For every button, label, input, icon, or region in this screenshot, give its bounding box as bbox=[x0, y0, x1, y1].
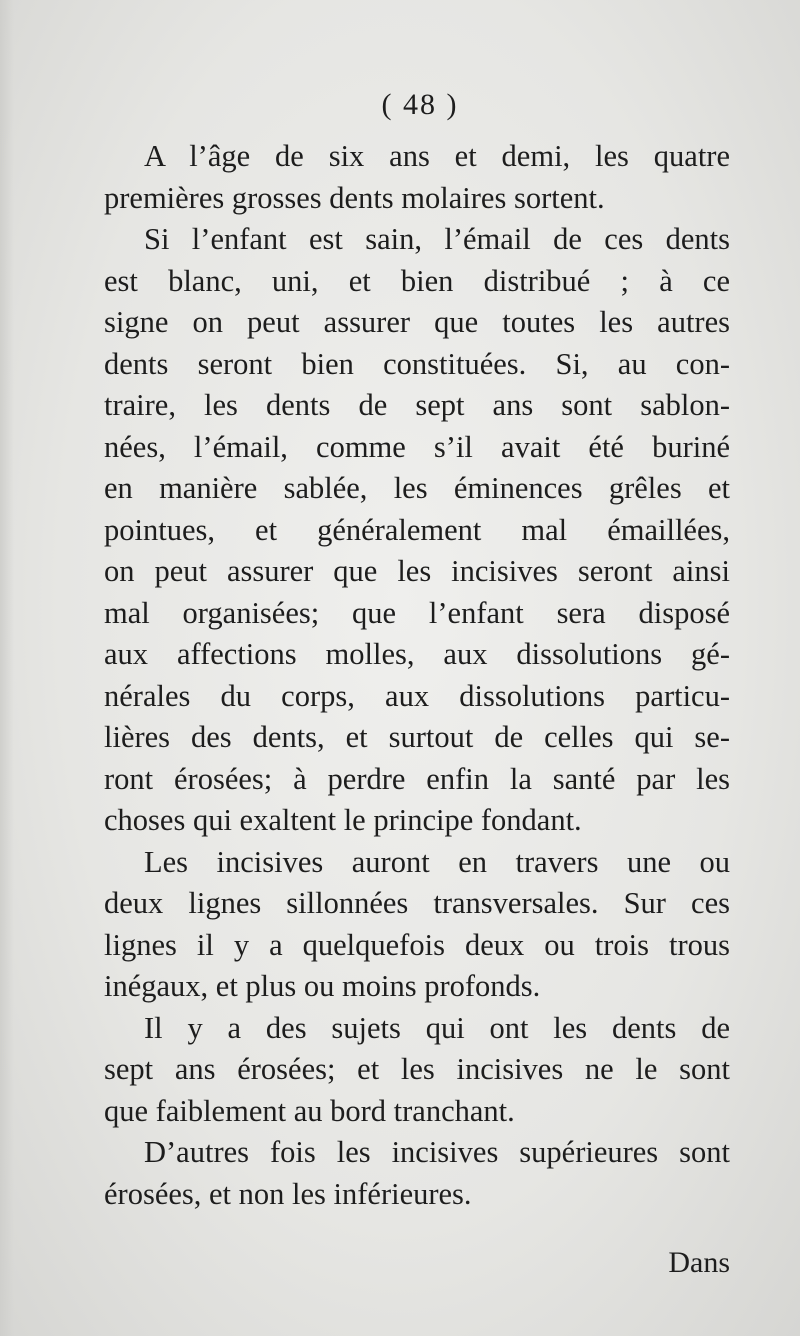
text-line: premières grosses dents molaires sortent. bbox=[104, 180, 605, 215]
body-text bbox=[104, 136, 730, 1215]
text-line: nérales du corps, aux dissolutions particu- bbox=[104, 678, 730, 713]
text-line: lières des dents, et surtout de celles qui se- bbox=[104, 720, 730, 754]
text-line: Si l’enfant est sain, l’émail de ces dents bbox=[144, 222, 730, 256]
text-line: on peut assurer que les incisives seront ainsi bbox=[104, 554, 730, 588]
text-line: Les incisives auront en travers une ou bbox=[144, 844, 730, 879]
text-line: en manière sablée, les éminences grêles et bbox=[104, 471, 730, 505]
text-line: choses qui exaltent le principe fondant. bbox=[104, 803, 582, 837]
text-line: nées, l’émail, comme s’il avait été buriné bbox=[104, 429, 730, 464]
text-line: est blanc, uni, et bien distribué ; à ce bbox=[104, 263, 730, 298]
text-line: D’autres fois les incisives supérieures sont bbox=[144, 1135, 730, 1169]
page-edge-shadow bbox=[0, 0, 14, 1336]
text-line: lignes il y a quelquefois deux ou trois trous bbox=[104, 927, 730, 962]
text-line: signe on peut assurer que toutes les autres bbox=[104, 305, 730, 339]
text-line: A l’âge de six ans et demi, les quatre bbox=[144, 139, 730, 173]
catchword: Dans bbox=[668, 1246, 730, 1279]
page-number: ( 48 ) bbox=[381, 88, 459, 121]
text-line: mal organisées; que l’enfant sera disposé bbox=[104, 595, 730, 630]
text-line: traire, les dents de sept ans sont sablon- bbox=[104, 388, 730, 422]
text-line: aux affections molles, aux dissolutions gé- bbox=[104, 637, 730, 671]
text-line: deux lignes sillonnées transversales. Sur ces bbox=[104, 886, 730, 920]
text-line: Il y a des sujets qui ont les dents de bbox=[144, 1010, 730, 1045]
text-line: sept ans érosées; et les incisives ne le sont bbox=[104, 1052, 730, 1086]
text-line: dents seront bien constituées. Si, au con- bbox=[104, 346, 730, 381]
text-line: érosées, et non les inférieures. bbox=[104, 1176, 472, 1211]
text-line: que faiblement au bord tranchant. bbox=[104, 1093, 515, 1128]
text-line: inégaux, et plus ou moins profonds. bbox=[104, 969, 541, 1003]
text-line: pointues, et généralement mal émaillées, bbox=[104, 512, 730, 547]
text-line: ront érosées; à perdre enfin la santé par les bbox=[104, 761, 730, 796]
